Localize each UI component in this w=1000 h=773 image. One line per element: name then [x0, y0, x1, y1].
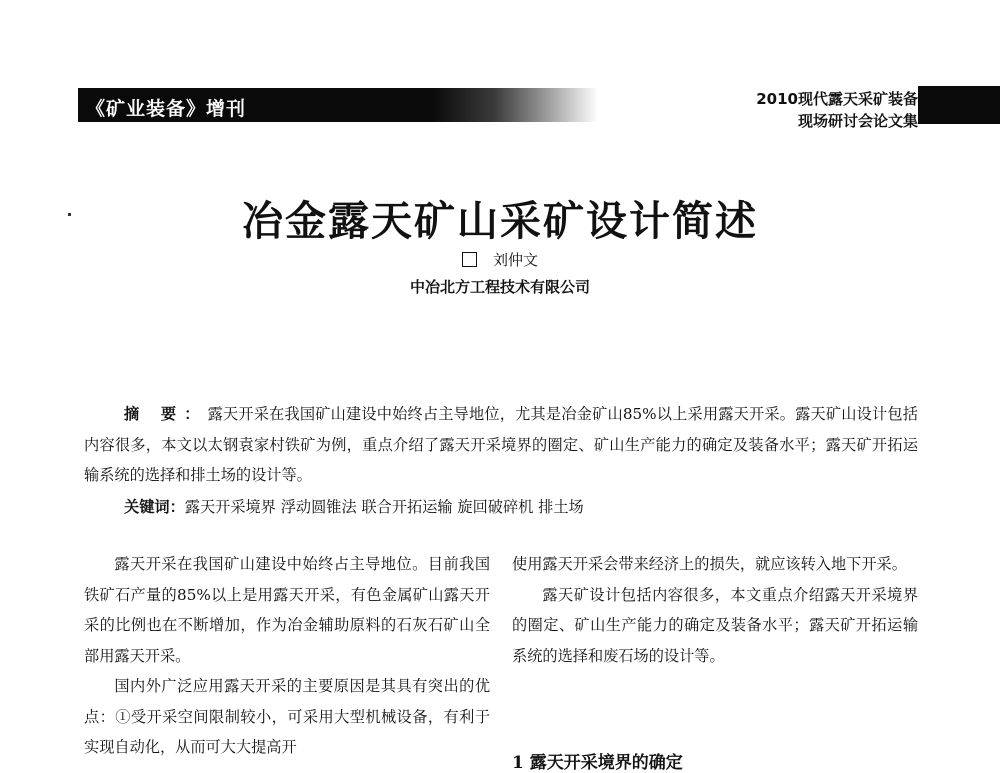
author-box-icon	[462, 252, 477, 267]
author-name: 刘仲文	[492, 251, 538, 269]
journal-header-bar	[78, 88, 598, 122]
abstract-text: 露天开采在我国矿山建设中始终占主导地位，尤其是冶金矿山85%以上采用露天开采。露天矿山设计包括内容很多，本文以太钢袁家村铁矿为例，重点介绍了露天开采境界的圈定、矿山生产能力的确定及装备水平；露天矿开拓运输系统的选择和排土场的设计等。	[84, 405, 918, 484]
paper-title: 冶金露天矿山采矿设计简述	[242, 197, 758, 245]
keywords	[124, 496, 584, 517]
body-paragraph: 露天开采在我国矿山建设中始终占主导地位。目前我国铁矿石产量的85%以上是用露天开采，有色金属矿山露天开采的比例也在不断增加，作为冶金辅助原料的石灰石矿山全部用露天开采。	[84, 555, 490, 665]
keywords-label: 关键词：	[124, 498, 185, 516]
body-column-right	[512, 549, 918, 671]
keywords-text: 露天开采境界 浮动圆锥法 联合开拓运输 旋回破碎机 排土场	[184, 498, 584, 516]
conference-line-1: 2010现代露天采矿装备	[756, 90, 918, 108]
author-line	[0, 249, 1000, 270]
conference-line-2: 现场研讨会论文集	[797, 112, 918, 130]
body-paragraph: 国内外广泛应用露天开采的主要原因是其具有突出的优点：①受开采空间限制较小，可采用大型机械设备，有利于实现自动化，从而可大大提高开	[84, 677, 490, 756]
conference-header	[756, 88, 918, 132]
section-heading: 1 露天开采境界的确定	[512, 753, 683, 773]
body-paragraph: 露天矿设计包括内容很多，本文重点介绍露天开采境界的圈定、矿山生产能力的确定及装备水平；露天矿开拓运输系统的选择和废石场的设计等。	[512, 585, 918, 665]
journal-name: 《矿业装备》增刊	[86, 98, 247, 120]
abstract	[84, 399, 918, 491]
body-paragraph: 使用露天开采会带来经济上的损失，就应该转入地下开采。	[512, 555, 907, 573]
header-edge-block	[918, 86, 1000, 124]
abstract-label: 摘 要：	[124, 405, 208, 423]
author-affiliation: 中冶北方工程技术有限公司	[409, 278, 590, 296]
body-column-left	[84, 549, 490, 763]
